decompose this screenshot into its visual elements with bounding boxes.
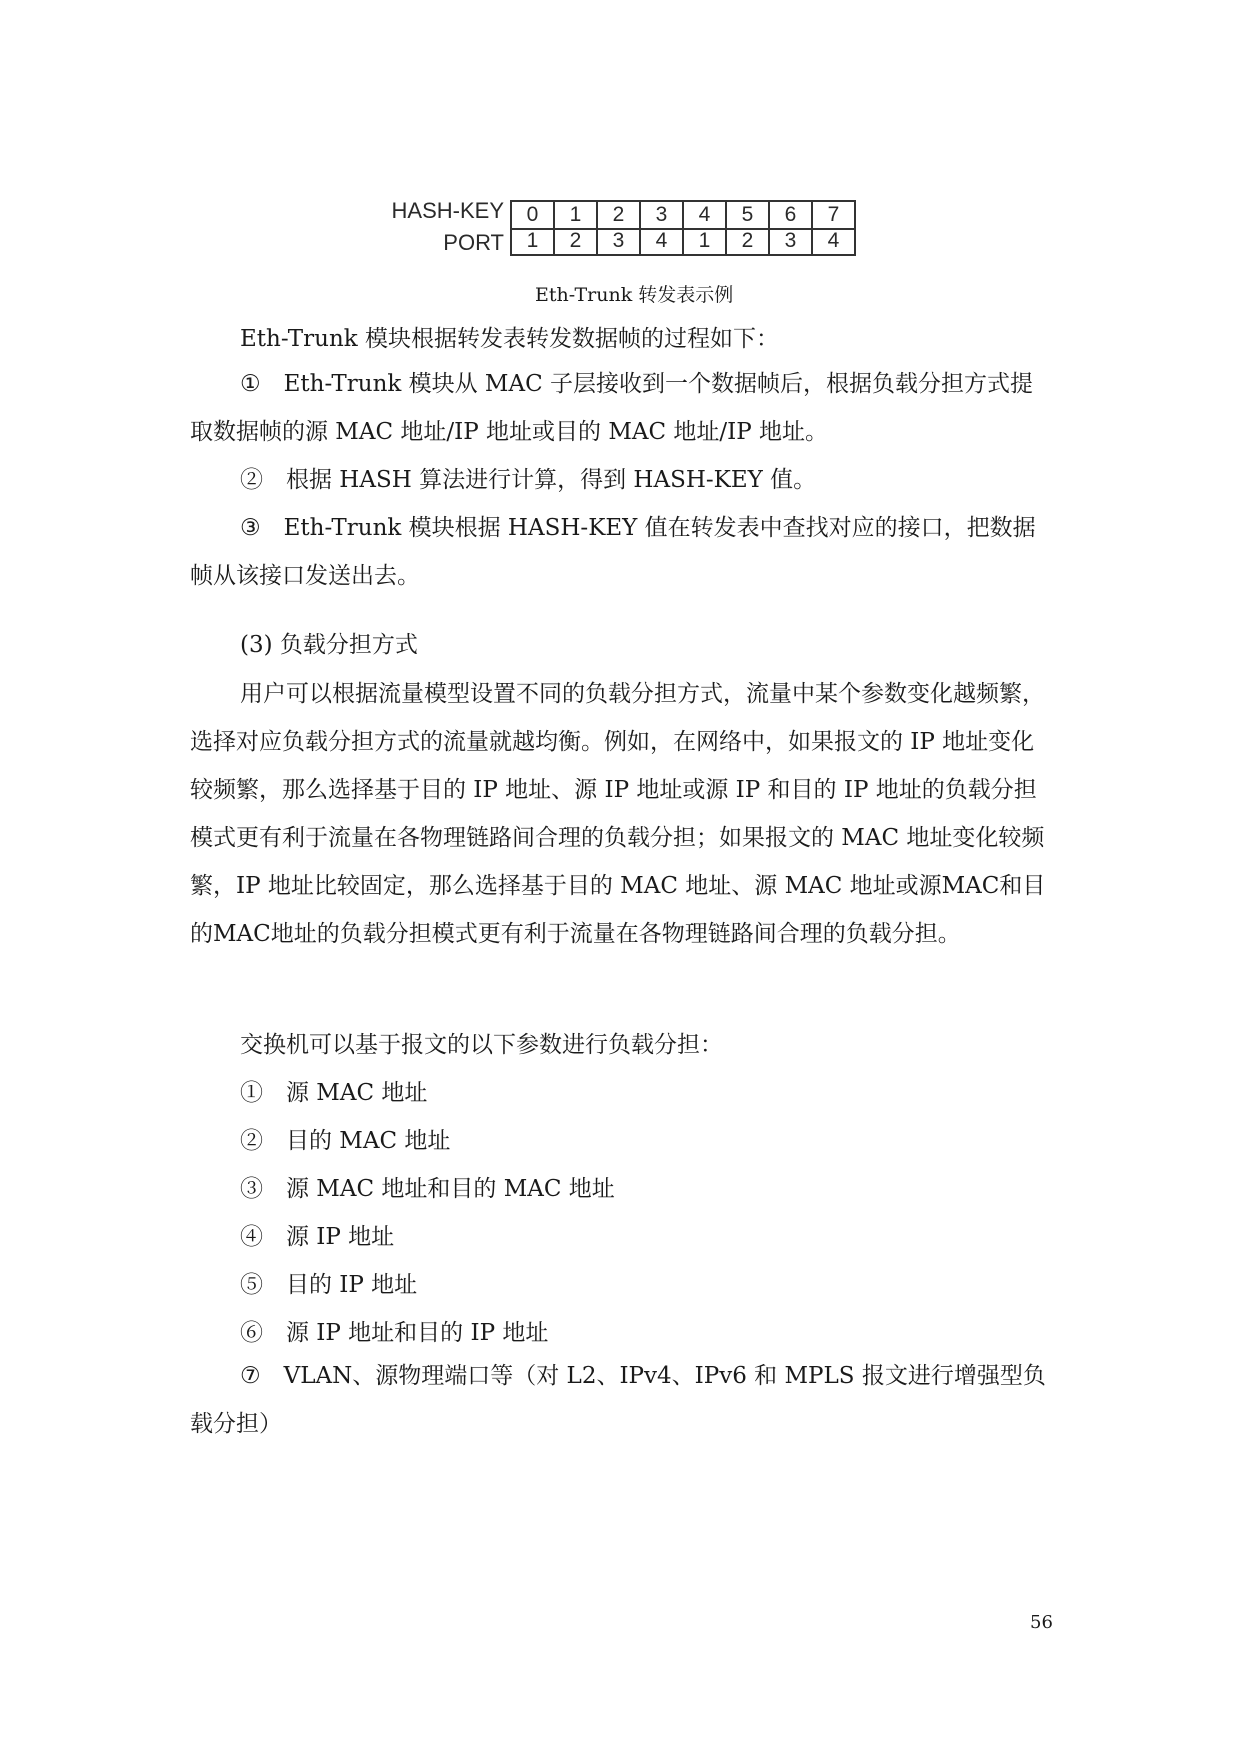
intro-text: Eth-Trunk 模块根据转发表转发数据帧的过程如下：: [240, 326, 780, 352]
load-balance-paragraph: 用户可以根据流量模型设置不同的负载分担方式，流量中某个参数变化越频繁，选择对应负载分担方式的流量就越均衡。例如，在网络中，如果报文的 IP 地址变化较频繁，那么选择基于目的 IP 地址、源 IP 地址或源 IP 和目的 IP 地址的负载分担模式更有利于流量在各物理链路间合理的负载分担；如果报文的 MAC 地址变化较频繁，IP 地址比较固定，那么选择基于目的 MAC 地址、源 MAC 地址或源MAC和目的MAC地址的负载分担模式更有利于流量在各物理链路间合理的负载分担。: [190, 681, 1046, 947]
list-intro: 交换机可以基于报文的以下参数进行负载分担：: [240, 1032, 723, 1058]
port-cell: 4: [813, 228, 856, 254]
list-item: ⑦ VLAN、源物理端口等（对 L2、IPv4、IPv6 和 MPLS 报文进行增强型负载分担）: [190, 1363, 1046, 1437]
port-row: [510, 228, 856, 256]
hash-key-cell: 6: [770, 202, 813, 228]
step-3: ③ Eth-Trunk 模块根据 HASH-KEY 值在转发表中查找对应的接口，把数据帧从该接口发送出去。: [190, 515, 1036, 589]
hash-key-cell: 4: [684, 202, 727, 228]
port-cell: 3: [598, 228, 641, 254]
hash-key-cell: 0: [512, 202, 555, 228]
hash-key-cell: 7: [813, 202, 856, 228]
hash-key-cell: 2: [598, 202, 641, 228]
section-title: (3) 负载分担方式: [240, 632, 418, 658]
port-cell: 1: [512, 228, 555, 254]
port-cell: 2: [727, 228, 770, 254]
figure-caption: Eth-Trunk 转发表示例: [535, 284, 734, 306]
list-item: ④ 源 IP 地址: [240, 1224, 395, 1250]
port-label: PORT: [443, 230, 504, 255]
hash-key-row: [510, 200, 856, 230]
list-item: ② 目的 MAC 地址: [240, 1128, 451, 1154]
list-item: ⑥ 源 IP 地址和目的 IP 地址: [240, 1320, 549, 1346]
list-item: ① 源 MAC 地址: [240, 1080, 428, 1106]
hash-key-cell: 3: [641, 202, 684, 228]
port-cell: 2: [555, 228, 598, 254]
port-cell: 4: [641, 228, 684, 254]
step-2: ② 根据 HASH 算法进行计算，得到 HASH-KEY 值。: [240, 467, 817, 493]
port-cell: 3: [770, 228, 813, 254]
hash-key-cell: 5: [727, 202, 770, 228]
page-number: 56: [1030, 1612, 1053, 1633]
list-item: ③ 源 MAC 地址和目的 MAC 地址: [240, 1176, 615, 1202]
port-cell: 1: [684, 228, 727, 254]
hash-key-label: HASH-KEY: [391, 198, 504, 223]
step-1: ① Eth-Trunk 模块从 MAC 子层接收到一个数据帧后，根据负载分担方式提取数据帧的源 MAC 地址/IP 地址或目的 MAC 地址/IP 地址。: [190, 371, 1034, 445]
list-item: ⑤ 目的 IP 地址: [240, 1272, 418, 1298]
hash-key-cell: 1: [555, 202, 598, 228]
